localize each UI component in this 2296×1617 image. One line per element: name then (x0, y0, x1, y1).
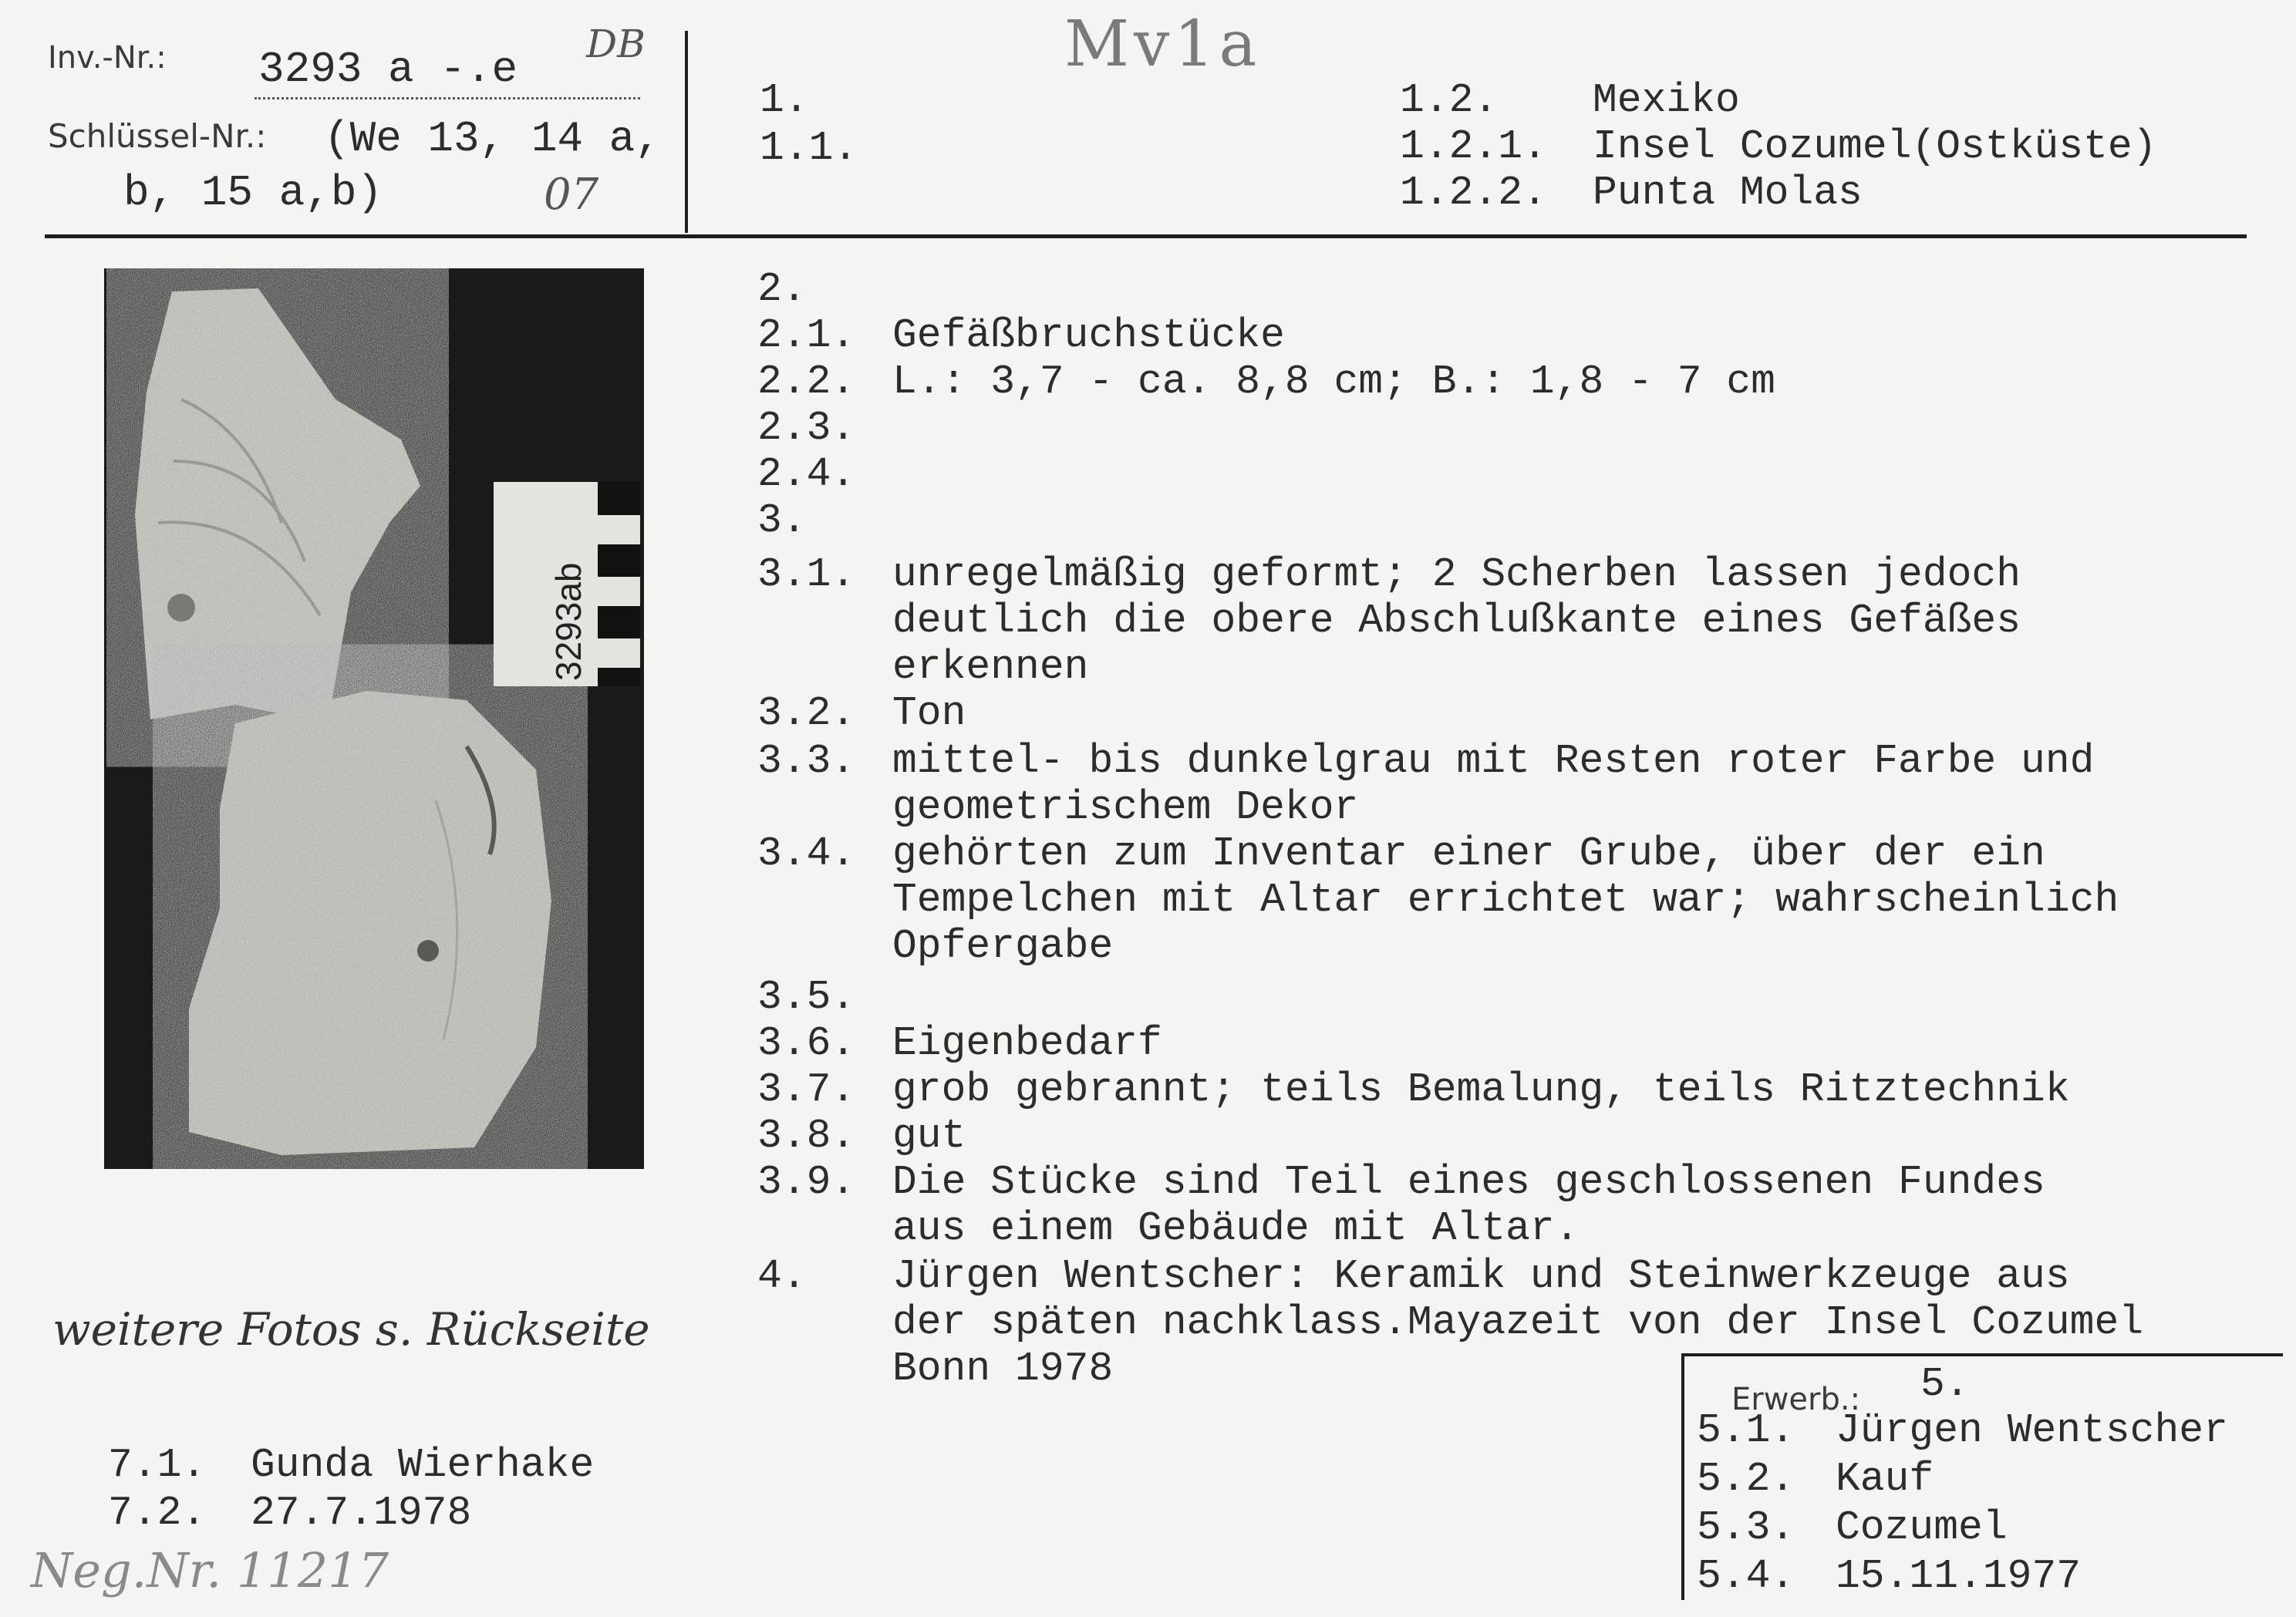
entry-num: 1.2.2. (1400, 170, 1547, 216)
entry-num: 1.2.1. (1400, 123, 1547, 170)
entry-num: 1.2. (1400, 77, 1499, 123)
key-value-2: b, 15 a,b) (123, 168, 383, 217)
entry-text: grob gebrannt; teils Bemalung, teils Ritztechnik (892, 1066, 2070, 1113)
entry-num (757, 877, 892, 923)
entry-row (757, 784, 1358, 830)
entry-num: 3.3. (757, 738, 856, 784)
entry-num: 3.4. (757, 830, 856, 877)
entry-text: Insel Cozumel(Ostküste) (1593, 123, 2157, 170)
entry-row (757, 1253, 2070, 1299)
entry-num: 4. (757, 1253, 807, 1299)
acquisition-num: 5. (1920, 1361, 1970, 1407)
entry-text: der späten nachklass.Mayazeit von der Insel Cozumel (892, 1299, 2144, 1346)
entry-text: Eigenbedarf (892, 1020, 1162, 1066)
entry-5-2 (1697, 1456, 1934, 1502)
entry-text: aus einem Gebäude mit Altar. (892, 1205, 1580, 1251)
entry-num (757, 1299, 892, 1346)
entry-7-2 (108, 1490, 471, 1536)
entry-num: 2.2. (757, 359, 856, 405)
entry-text: deutlich die obere Abschlußkante eines Gefäßes (892, 598, 2021, 644)
inv-underline (255, 97, 640, 99)
entry-row (757, 830, 2045, 877)
entries-list (757, 266, 2144, 1392)
entry-num: 5.3. (1697, 1504, 1795, 1551)
inv-value: 3293 a -.e (258, 45, 518, 94)
entry-text: unregelmäßig geformt; 2 Scherben lassen jedoch (892, 551, 2021, 598)
header-divider (685, 31, 688, 233)
entry-num: 3.9. (757, 1159, 856, 1205)
entry-text: gut (892, 1113, 966, 1159)
scale-label: 3293ab (548, 562, 588, 681)
entry-text: Ton (892, 690, 966, 736)
entry-row (757, 1299, 2143, 1346)
entry-text: Kauf (1836, 1456, 1934, 1502)
entry-row (757, 598, 2021, 644)
entry-num: 3.5. (757, 974, 856, 1020)
entry-num (757, 923, 892, 969)
entry-row (757, 266, 892, 312)
entry-num: 7.1. (108, 1442, 207, 1488)
artifact-photo (104, 268, 644, 1169)
entry-1-1 (760, 125, 895, 171)
entry-row (757, 690, 966, 736)
acquisition-label: Erwerb.: (1731, 1382, 1861, 1417)
key-value-1: (We 13, 14 a, (324, 114, 661, 163)
entry-text: Die Stücke sind Teil eines geschlossenen Fundes (892, 1159, 2045, 1205)
entry-text: mittel- bis dunkelgrau mit Resten roter Farbe und (892, 738, 2095, 784)
entry-row (757, 551, 2021, 598)
entry-num: 2.1. (757, 312, 856, 359)
entry-row (757, 1159, 2045, 1205)
entry-row (757, 405, 892, 451)
entry-num: 5.4. (1697, 1553, 1795, 1599)
entry-text: Opfergabe (892, 923, 1114, 969)
acquisition-top-rule (1681, 1353, 2283, 1356)
entry-5-1 (1697, 1407, 2228, 1454)
entry-row (757, 312, 1285, 359)
entry-text: Jürgen Wentscher (1836, 1407, 2228, 1454)
entry-text: L.: 3,7 - ca. 8,8 cm; B.: 1,8 - 7 cm (892, 359, 1775, 405)
entry-row (757, 1205, 1580, 1251)
entry-row (757, 1066, 2070, 1113)
entry-7-1 (108, 1442, 594, 1488)
entry-row (757, 359, 1775, 405)
entry-num: 1.1. (760, 125, 858, 171)
entry-5-3 (1697, 1504, 2008, 1551)
entry-num: 2.3. (757, 405, 856, 451)
entry-row (757, 497, 892, 544)
acquisition-left-rule (1681, 1353, 1684, 1600)
entry-text: erkennen (892, 644, 1089, 690)
entry-row (757, 644, 1088, 690)
entry-num: 2. (757, 266, 807, 312)
entry-1-2 (1400, 77, 1740, 123)
entry-1-2-1 (1400, 123, 2157, 170)
entry-num: 3.2. (757, 690, 856, 736)
entry-1-2-2 (1400, 170, 1863, 216)
header-rule (45, 234, 2247, 238)
key-mark: 07 (544, 170, 599, 220)
neg-number: Neg.Nr. 11217 (31, 1542, 389, 1598)
entry-text: Mexiko (1593, 77, 1740, 123)
entry-num: 5.2. (1697, 1456, 1795, 1502)
entry-num: 7.2. (108, 1490, 207, 1536)
entry-num: 3. (757, 497, 807, 544)
entry-num: 2.4. (757, 451, 856, 497)
entry-text: Cozumel (1836, 1504, 2008, 1551)
entry-row (757, 451, 892, 497)
entry-1 (760, 77, 895, 123)
entry-5-4 (1697, 1553, 2081, 1599)
entry-text: 27.7.1978 (251, 1490, 472, 1536)
entry-num (757, 598, 892, 644)
entry-text: Gefäßbruchstücke (892, 312, 1285, 359)
entry-row (757, 974, 892, 1020)
entry-num: 5.1. (1697, 1407, 1795, 1454)
entry-text: Jürgen Wentscher: Keramik und Steinwerkzeuge aus (892, 1253, 2070, 1299)
entry-num (757, 1346, 892, 1392)
entry-text: Tempelchen mit Altar errichtet war; wahrscheinlich (892, 877, 2119, 923)
entry-text: Punta Molas (1593, 170, 1863, 216)
top-mark: Mv1a (1064, 8, 1262, 81)
entry-num: 3.7. (757, 1066, 856, 1113)
entry-text: Gunda Wierhake (251, 1442, 595, 1488)
handwritten-note: weitere Fotos s. Rückseite (52, 1303, 650, 1356)
entry-num: 3.6. (757, 1020, 856, 1066)
inv-label: Inv.-Nr.: (48, 40, 167, 76)
entry-row (757, 1346, 1113, 1392)
entry-num: 3.1. (757, 551, 856, 598)
entry-text: gehörten zum Inventar einer Grube, über der ein (892, 830, 2045, 877)
entry-num (757, 784, 892, 830)
inv-mark: DB (586, 22, 646, 66)
entry-row (757, 877, 2119, 923)
entry-row (757, 738, 2094, 784)
entry-text: Bonn 1978 (892, 1346, 1114, 1392)
entry-text: geometrischem Dekor (892, 784, 1359, 830)
entry-num (757, 1205, 892, 1251)
entry-row (757, 1113, 966, 1159)
entry-text: 15.11.1977 (1836, 1553, 2082, 1599)
entry-row (757, 1020, 1162, 1066)
entry-num: 1. (760, 77, 809, 123)
entry-row (757, 923, 1113, 969)
entry-num (757, 644, 892, 690)
key-label: Schlüssel-Nr.: (48, 117, 267, 155)
entry-num: 3.8. (757, 1113, 856, 1159)
